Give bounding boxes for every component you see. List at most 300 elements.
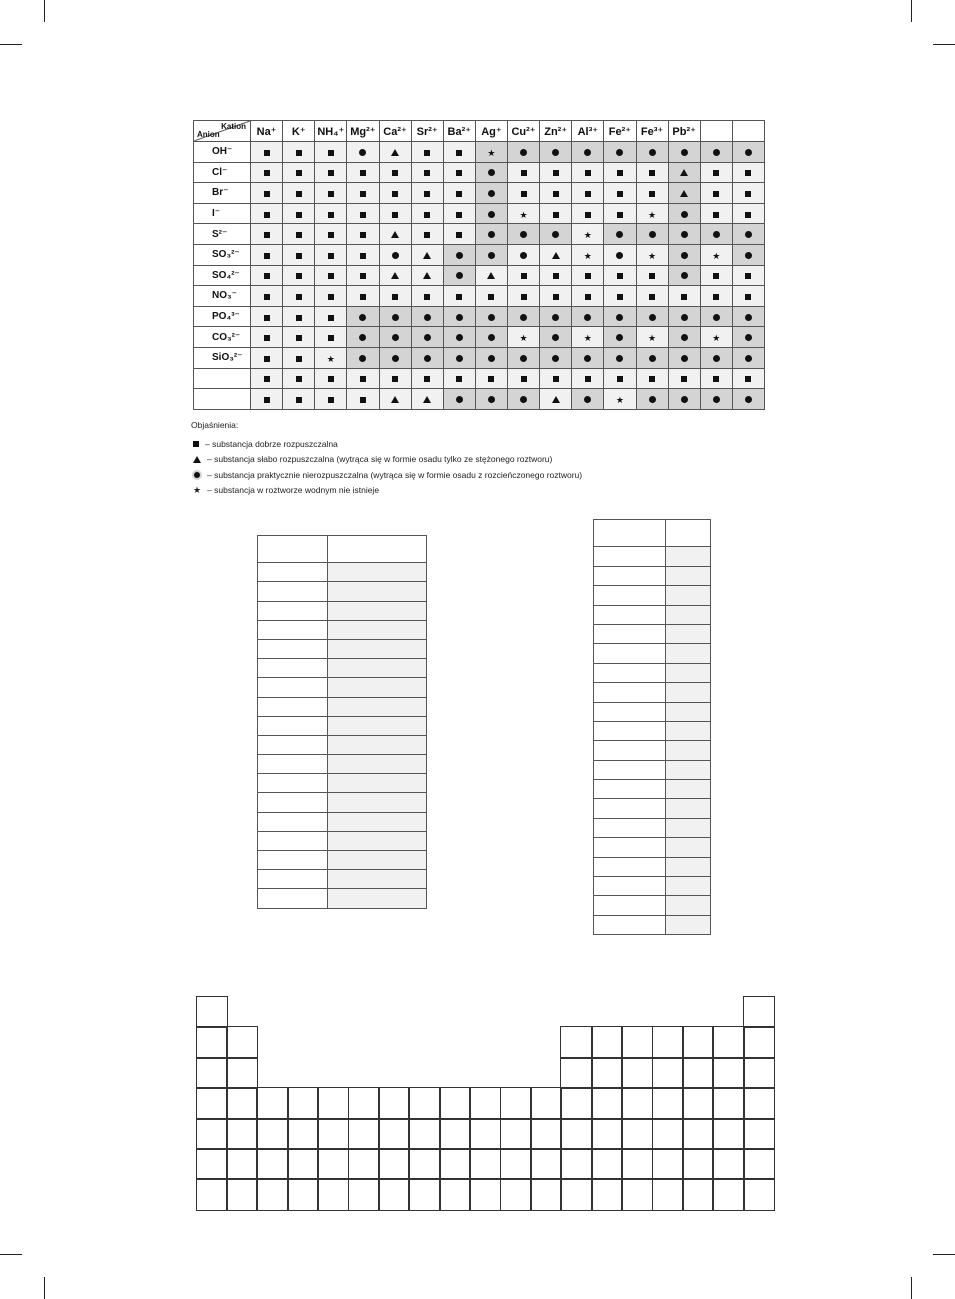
solubility-cell bbox=[411, 347, 443, 368]
table-row bbox=[194, 389, 765, 410]
periodic-cell bbox=[743, 1057, 775, 1089]
triangle-icon bbox=[193, 456, 201, 463]
square-icon bbox=[488, 294, 494, 300]
star-icon: ★ bbox=[193, 484, 202, 495]
solubility-cell bbox=[572, 265, 604, 286]
solubility-cell bbox=[475, 327, 507, 348]
cation-header: NH₄⁺ bbox=[315, 121, 347, 142]
periodic-cell bbox=[317, 1178, 349, 1210]
table-row bbox=[594, 663, 711, 682]
solubility-cell bbox=[636, 244, 668, 265]
solubility-cell bbox=[315, 162, 347, 183]
dot-icon bbox=[681, 252, 688, 259]
periodic-cell bbox=[256, 1178, 288, 1210]
solubility-cell bbox=[283, 327, 315, 348]
periodic-cell bbox=[226, 1026, 258, 1058]
solubility-cell bbox=[604, 183, 636, 204]
table-cell bbox=[328, 563, 427, 582]
cation-header: Cu²⁺ bbox=[508, 121, 540, 142]
anion-label: I⁻ bbox=[194, 203, 251, 224]
table-cell bbox=[594, 663, 666, 682]
solubility-cell bbox=[572, 306, 604, 327]
table-cell bbox=[328, 639, 427, 658]
solubility-cell bbox=[283, 162, 315, 183]
square-icon bbox=[617, 294, 623, 300]
solubility-cell bbox=[668, 347, 700, 368]
solubility-cell bbox=[475, 286, 507, 307]
solubility-table-head bbox=[194, 121, 765, 142]
dot-icon bbox=[649, 396, 656, 403]
table-row bbox=[194, 203, 765, 224]
periodic-cell bbox=[439, 1178, 471, 1210]
solubility-cell bbox=[732, 347, 764, 368]
periodic-cell bbox=[560, 1148, 592, 1180]
dot-icon bbox=[745, 396, 752, 403]
solubility-cell bbox=[475, 265, 507, 286]
solubility-cell bbox=[443, 306, 475, 327]
blank-table-left bbox=[257, 535, 427, 909]
solubility-cell bbox=[700, 368, 732, 389]
legend-item-triangle bbox=[191, 452, 582, 468]
periodic-cell bbox=[591, 1148, 623, 1180]
solubility-cell bbox=[636, 368, 668, 389]
solubility-cell bbox=[315, 224, 347, 245]
square-icon bbox=[360, 212, 366, 218]
periodic-cell bbox=[712, 1087, 744, 1119]
table-row bbox=[194, 306, 765, 327]
star-icon: ★ bbox=[519, 209, 528, 220]
dot-icon bbox=[745, 355, 752, 362]
solubility-cell bbox=[668, 286, 700, 307]
dot-icon bbox=[456, 252, 463, 259]
square-icon bbox=[296, 273, 302, 279]
solubility-cell bbox=[251, 327, 283, 348]
solubility-cell bbox=[508, 162, 540, 183]
table-row bbox=[194, 244, 765, 265]
square-icon bbox=[360, 376, 366, 382]
table-row bbox=[594, 683, 711, 702]
solubility-cell bbox=[251, 286, 283, 307]
periodic-cell bbox=[226, 1148, 258, 1180]
table-row bbox=[594, 547, 711, 566]
star-icon: ★ bbox=[583, 230, 592, 241]
square-icon bbox=[424, 191, 430, 197]
table-cell bbox=[258, 889, 328, 908]
periodic-cell bbox=[317, 1118, 349, 1150]
dot-icon bbox=[681, 149, 688, 156]
dot-icon bbox=[424, 314, 431, 321]
square-icon bbox=[424, 294, 430, 300]
periodic-cell bbox=[530, 1118, 562, 1150]
solubility-cell bbox=[732, 265, 764, 286]
periodic-cell bbox=[682, 1178, 714, 1210]
table-cell bbox=[258, 601, 328, 620]
periodic-cell bbox=[560, 1178, 592, 1210]
solubility-cell bbox=[283, 244, 315, 265]
table-cell bbox=[666, 566, 711, 585]
periodic-cell bbox=[256, 1148, 288, 1180]
table-cell bbox=[328, 735, 427, 754]
anion-label: Br⁻ bbox=[194, 183, 251, 204]
anion-label: S²⁻ bbox=[194, 224, 251, 245]
dot-icon bbox=[713, 149, 720, 156]
square-icon bbox=[521, 170, 527, 176]
header-anion-label: Anion bbox=[197, 130, 220, 139]
table-row bbox=[258, 793, 427, 812]
table-cell bbox=[666, 741, 711, 760]
dot-icon bbox=[488, 334, 495, 341]
solubility-table bbox=[193, 120, 765, 410]
square-icon bbox=[745, 294, 751, 300]
periodic-cell bbox=[621, 1148, 653, 1180]
solubility-cell bbox=[540, 203, 572, 224]
solubility-cell bbox=[732, 389, 764, 410]
periodic-cell bbox=[469, 1118, 501, 1150]
square-icon bbox=[649, 376, 655, 382]
table-cell bbox=[594, 566, 666, 585]
solubility-table-body bbox=[194, 142, 765, 410]
solubility-cell bbox=[475, 306, 507, 327]
periodic-cell bbox=[348, 1118, 380, 1150]
table-cell bbox=[328, 889, 427, 908]
table-row bbox=[258, 678, 427, 697]
solubility-cell bbox=[700, 203, 732, 224]
anion-label: Cl⁻ bbox=[194, 162, 251, 183]
square-icon bbox=[360, 273, 366, 279]
dot-icon bbox=[584, 396, 591, 403]
dot-icon bbox=[359, 314, 366, 321]
solubility-cell bbox=[379, 368, 411, 389]
anion-label: OH⁻ bbox=[194, 142, 251, 163]
table-row bbox=[258, 582, 427, 601]
solubility-cell bbox=[379, 286, 411, 307]
periodic-cell bbox=[591, 1057, 623, 1089]
table-cell bbox=[594, 741, 666, 760]
solubility-cell bbox=[315, 306, 347, 327]
solubility-cell bbox=[411, 265, 443, 286]
square-icon bbox=[585, 170, 591, 176]
table-cell bbox=[666, 547, 711, 566]
solubility-cell bbox=[668, 142, 700, 163]
solubility-cell bbox=[411, 368, 443, 389]
table-cell bbox=[258, 639, 328, 658]
triangle-icon bbox=[391, 396, 399, 403]
dot-icon bbox=[745, 149, 752, 156]
periodic-cell bbox=[196, 1148, 228, 1180]
table-row bbox=[594, 877, 711, 896]
periodic-cell bbox=[287, 1148, 319, 1180]
table-row bbox=[258, 536, 427, 563]
cation-header: Zn²⁺ bbox=[540, 121, 572, 142]
cation-header: Fe³⁺ bbox=[636, 121, 668, 142]
solubility-cell bbox=[604, 327, 636, 348]
solubility-cell bbox=[540, 265, 572, 286]
dot-icon bbox=[649, 231, 656, 238]
solubility-cell bbox=[700, 347, 732, 368]
square-icon bbox=[521, 294, 527, 300]
solubility-cell bbox=[732, 224, 764, 245]
solubility-cell bbox=[668, 244, 700, 265]
table-cell bbox=[258, 697, 328, 716]
crop-mark-top-right-h bbox=[933, 44, 955, 45]
solubility-cell bbox=[475, 347, 507, 368]
periodic-cell bbox=[652, 1087, 684, 1119]
solubility-cell bbox=[283, 142, 315, 163]
periodic-cell bbox=[530, 1178, 562, 1210]
solubility-cell bbox=[668, 306, 700, 327]
square-icon bbox=[424, 376, 430, 382]
solubility-cell bbox=[443, 162, 475, 183]
crop-mark-top-left-h bbox=[0, 44, 22, 45]
legend-text: – substancja słabo rozpuszczalna (wytrąca się w formie osadu tylko ze stężonego roztworu) bbox=[207, 454, 553, 465]
square-icon bbox=[521, 191, 527, 197]
solubility-cell bbox=[572, 162, 604, 183]
solubility-cell bbox=[379, 327, 411, 348]
solubility-cell bbox=[411, 327, 443, 348]
solubility-cell bbox=[572, 203, 604, 224]
solubility-cell bbox=[347, 142, 379, 163]
solubility-cell bbox=[604, 162, 636, 183]
square-icon bbox=[617, 273, 623, 279]
table-row bbox=[258, 735, 427, 754]
cation-header bbox=[700, 121, 732, 142]
solubility-cell bbox=[475, 389, 507, 410]
table-cell bbox=[666, 838, 711, 857]
solubility-cell bbox=[283, 286, 315, 307]
anion-label: PO₄³⁻ bbox=[194, 306, 251, 327]
triangle-icon bbox=[487, 272, 495, 279]
solubility-cell bbox=[379, 183, 411, 204]
solubility-cell bbox=[508, 389, 540, 410]
table-cell bbox=[594, 857, 666, 876]
table-cell bbox=[594, 838, 666, 857]
solubility-cell bbox=[540, 327, 572, 348]
solubility-cell bbox=[475, 244, 507, 265]
periodic-cell bbox=[591, 1087, 623, 1119]
dot-icon bbox=[616, 355, 623, 362]
table-cell bbox=[666, 702, 711, 721]
solubility-cell bbox=[347, 389, 379, 410]
solubility-cell bbox=[411, 203, 443, 224]
solubility-cell bbox=[508, 244, 540, 265]
anion-label: SO₃²⁻ bbox=[194, 244, 251, 265]
table-cell bbox=[328, 678, 427, 697]
square-icon bbox=[264, 356, 270, 362]
solubility-cell bbox=[604, 203, 636, 224]
table-row bbox=[594, 896, 711, 915]
table-cell bbox=[594, 644, 666, 663]
solubility-cell bbox=[636, 142, 668, 163]
square-icon bbox=[328, 273, 334, 279]
solubility-cell bbox=[251, 183, 283, 204]
solubility-cell bbox=[540, 306, 572, 327]
star-icon: ★ bbox=[326, 353, 335, 364]
square-icon bbox=[745, 212, 751, 218]
solubility-cell bbox=[508, 368, 540, 389]
dot-icon bbox=[616, 334, 623, 341]
solubility-cell bbox=[700, 286, 732, 307]
cation-header: Ba²⁺ bbox=[443, 121, 475, 142]
solubility-cell bbox=[251, 142, 283, 163]
anion-label: SO₄²⁻ bbox=[194, 265, 251, 286]
solubility-cell bbox=[475, 368, 507, 389]
periodic-cell bbox=[469, 1087, 501, 1119]
periodic-cell bbox=[256, 1087, 288, 1119]
square-icon bbox=[264, 273, 270, 279]
cation-header: Al³⁺ bbox=[572, 121, 604, 142]
solubility-cell bbox=[379, 244, 411, 265]
solubility-cell bbox=[508, 183, 540, 204]
star-icon: ★ bbox=[712, 333, 721, 344]
table-row bbox=[594, 760, 711, 779]
solubility-cell bbox=[508, 142, 540, 163]
square-icon bbox=[296, 315, 302, 321]
solubility-cell bbox=[379, 224, 411, 245]
solubility-cell bbox=[315, 389, 347, 410]
dot-icon bbox=[745, 314, 752, 321]
square-icon bbox=[713, 294, 719, 300]
periodic-cell bbox=[743, 996, 775, 1028]
dot-icon bbox=[520, 355, 527, 362]
square-icon bbox=[681, 376, 687, 382]
legend-title: Objaśnienia: bbox=[191, 420, 239, 430]
table-cell bbox=[328, 536, 427, 563]
solubility-cell bbox=[283, 347, 315, 368]
square-icon bbox=[264, 315, 270, 321]
periodic-cell bbox=[591, 1118, 623, 1150]
periodic-cell bbox=[712, 1057, 744, 1089]
square-icon bbox=[745, 273, 751, 279]
periodic-cell bbox=[682, 1087, 714, 1119]
solubility-cell bbox=[636, 203, 668, 224]
anion-label bbox=[194, 389, 251, 410]
table-cell bbox=[594, 721, 666, 740]
legend bbox=[191, 420, 582, 498]
solubility-cell bbox=[700, 142, 732, 163]
star-icon: ★ bbox=[648, 333, 657, 344]
solubility-cell bbox=[443, 142, 475, 163]
dot-icon bbox=[681, 355, 688, 362]
square-icon bbox=[264, 397, 270, 403]
solubility-cell bbox=[443, 183, 475, 204]
solubility-cell bbox=[668, 162, 700, 183]
solubility-cell bbox=[668, 183, 700, 204]
periodic-cell bbox=[408, 1087, 440, 1119]
periodic-cell bbox=[196, 996, 228, 1028]
solubility-cell bbox=[604, 244, 636, 265]
solubility-cell bbox=[700, 244, 732, 265]
solubility-cell bbox=[251, 389, 283, 410]
table-cell bbox=[594, 896, 666, 915]
solubility-cell bbox=[540, 224, 572, 245]
solubility-cell bbox=[732, 286, 764, 307]
table-cell bbox=[666, 877, 711, 896]
solubility-cell bbox=[251, 265, 283, 286]
anion-label: SiO₃²⁻ bbox=[194, 347, 251, 368]
table-cell bbox=[328, 659, 427, 678]
star-icon: ★ bbox=[712, 250, 721, 261]
table-row bbox=[258, 620, 427, 639]
table-cell bbox=[666, 915, 711, 934]
solubility-cell bbox=[251, 224, 283, 245]
triangle-icon bbox=[391, 231, 399, 238]
table-cell bbox=[328, 870, 427, 889]
solubility-cell bbox=[540, 347, 572, 368]
blank-table-right bbox=[593, 519, 711, 935]
periodic-cell bbox=[712, 1148, 744, 1180]
table-cell bbox=[666, 760, 711, 779]
cation-header: K⁺ bbox=[283, 121, 315, 142]
triangle-icon bbox=[391, 149, 399, 156]
square-icon bbox=[328, 212, 334, 218]
square-icon bbox=[360, 253, 366, 259]
square-icon bbox=[328, 335, 334, 341]
solubility-cell bbox=[604, 286, 636, 307]
square-icon bbox=[521, 376, 527, 382]
periodic-cell bbox=[317, 1148, 349, 1180]
solubility-cell bbox=[315, 265, 347, 286]
dot-icon bbox=[392, 355, 399, 362]
periodic-cell bbox=[621, 1026, 653, 1058]
table-cell bbox=[594, 915, 666, 934]
solubility-cell bbox=[732, 162, 764, 183]
table-row bbox=[194, 286, 765, 307]
header-kation-label: Kation bbox=[221, 122, 246, 131]
triangle-icon bbox=[423, 252, 431, 259]
solubility-cell bbox=[475, 162, 507, 183]
square-icon bbox=[360, 294, 366, 300]
periodic-cell bbox=[591, 1178, 623, 1210]
periodic-cell bbox=[226, 1057, 258, 1089]
periodic-cell bbox=[439, 1087, 471, 1119]
legend-text: – substancja dobrze rozpuszczalna bbox=[205, 438, 338, 449]
periodic-cell bbox=[196, 1087, 228, 1119]
solubility-cell bbox=[508, 224, 540, 245]
periodic-cell bbox=[652, 1026, 684, 1058]
dot-icon bbox=[359, 355, 366, 362]
periodic-cell bbox=[408, 1178, 440, 1210]
periodic-cell bbox=[560, 1087, 592, 1119]
dot-icon bbox=[649, 355, 656, 362]
solubility-cell bbox=[540, 162, 572, 183]
solubility-cell bbox=[283, 368, 315, 389]
crop-mark-top-left-v bbox=[44, 0, 45, 22]
solubility-cell bbox=[572, 183, 604, 204]
periodic-cell bbox=[378, 1087, 410, 1119]
square-icon bbox=[649, 294, 655, 300]
solubility-cell bbox=[315, 368, 347, 389]
square-icon bbox=[296, 150, 302, 156]
triangle-icon bbox=[391, 272, 399, 279]
solubility-cell bbox=[636, 286, 668, 307]
anion-label bbox=[194, 368, 251, 389]
table-cell bbox=[328, 697, 427, 716]
solubility-cell bbox=[636, 265, 668, 286]
square-icon bbox=[296, 397, 302, 403]
legend-item-dot bbox=[191, 467, 582, 483]
solubility-cell bbox=[443, 265, 475, 286]
periodic-cell bbox=[348, 1148, 380, 1180]
periodic-cell bbox=[439, 1148, 471, 1180]
table-row bbox=[258, 755, 427, 774]
solubility-cell bbox=[732, 183, 764, 204]
table-row bbox=[594, 520, 711, 547]
solubility-cell bbox=[347, 368, 379, 389]
periodic-cell bbox=[712, 1026, 744, 1058]
square-icon bbox=[745, 191, 751, 197]
dot-icon bbox=[424, 355, 431, 362]
star-icon: ★ bbox=[583, 250, 592, 261]
